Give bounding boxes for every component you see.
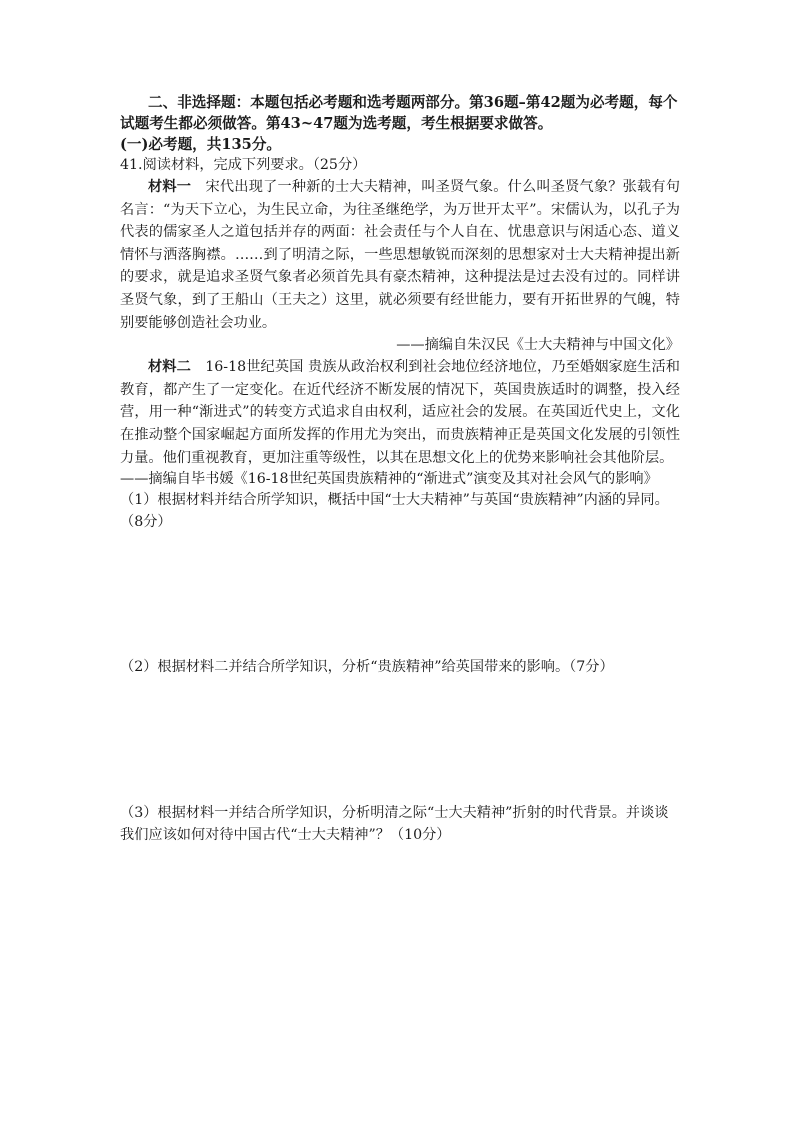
- question-3: （3）根据材料一并结合所学知识，分析明清之际“士大夫精神”折射的时代背景。并谈谈我们应该如何对待中国古代“士大夫精神”？（10分）: [120, 805, 669, 844]
- answer-space-2[interactable]: [120, 678, 680, 802]
- required-heading: (一)必考题，共135分。: [120, 136, 282, 153]
- exam-page: [120, 92, 680, 970]
- question-2: （2）根据材料二并结合所学知识，分析“贵族精神”给英国带来的影响。（7分）: [120, 659, 614, 676]
- material-two-source: ——摘编自毕书媛《16-18世纪英国贵族精神的“渐进式”演变及其对社会风气的影响》: [120, 471, 658, 488]
- material-one-label: 材料一: [148, 179, 192, 195]
- question-intro: 41.阅读材料，完成下列要求。（25分）: [120, 157, 367, 173]
- section-heading: [120, 92, 680, 134]
- material-one-source: ——摘编自朱汉民《士大夫精神与中国文化》: [396, 337, 680, 354]
- material-two-text: 16-18世纪英国 贵族从政治权利到社会地位经济地位，乃至婚姻家庭生活和教育，都产生了一定变化。在近代经济不断发展的情况下，英国贵族适时的调整，投入经营，用一种“渐进式”的转变方式追求自由权利，适应社会的发展。在英国近代史上，文化在推动整个国家崛起方面所发挥的作用尤为突出，而贵族精神正是英国文化发展的引领性力量。他们重视教育，更加注重等级性，以其在思想文化上的优势来影响社会其他阶层。: [120, 359, 680, 466]
- answer-space-3[interactable]: [120, 846, 680, 970]
- question-1: （1）根据材料并结合所学知识，概括中国“士大夫精神”与英国“贵族精神”内涵的异同。（8分）: [120, 492, 669, 531]
- material-one-text: 宋代出现了一种新的士大夫精神，叫圣贤气象。什么叫圣贤气象？张载有句名言：“为天下立心，为生民立命，为往圣继绝学，为万世开太平”。宋儒认为，以孔子为代表的儒家圣人之道包括并存的两面：社会责任与个人自在、忧患意识与闲适心态、道义情怀与洒落胸襟。……到了明清之际，一些思想敏锐而深刻的思想家对士大夫精神提出新的要求，就是追求圣贤气象者必须首先具有豪杰精神，这种提法是过去没有过的。同样讲圣贤气象，到了王船山（王夫之）这里，就必须要有经世能力，要有开拓世界的气魄，特别要能够创造社会功业。: [120, 179, 680, 331]
- material-two: [120, 356, 680, 469]
- section-heading-text: 二、非选择题：本题包括必考题和选考题两部分。第36题–第42题为必考题，每个试题考生都必须做答。第43~47题为选考题，考生根据要求做答。: [120, 94, 678, 132]
- answer-space-1[interactable]: [120, 533, 680, 656]
- material-one: [120, 176, 680, 334]
- material-two-label: 材料二: [148, 359, 191, 376]
